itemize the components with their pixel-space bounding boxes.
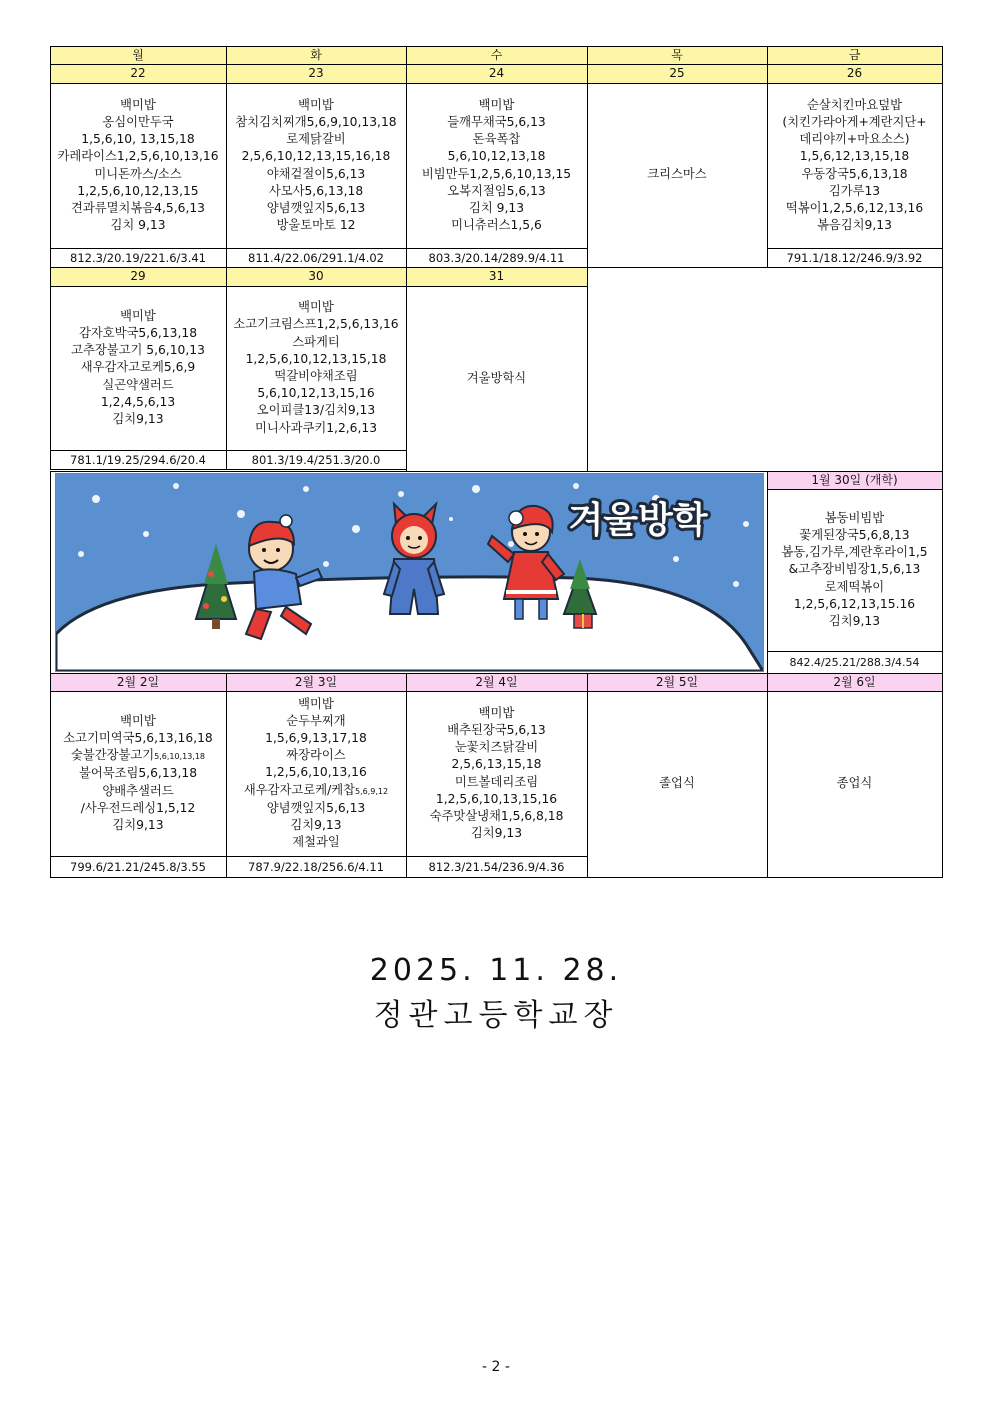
date-cell: 26 [767, 64, 943, 84]
menu-item: 배추된장국5,6,13 [447, 722, 546, 737]
menu-item: 오이피클13/김치9,13 [256, 403, 376, 418]
menu-item: 미니돈까스/소스 [94, 166, 182, 181]
menu-item: (치킨가라아게+계란지단+ [782, 114, 927, 129]
menu-item: 백미밥 [298, 97, 334, 112]
date-cell: 2월 6일 [767, 673, 943, 692]
menu-item: 돈육폭찹 [472, 132, 521, 147]
menu-item: 1,2,5,6,10,12,13,15,18 [245, 351, 387, 366]
menu-item: 봄동비빔밥 [824, 510, 885, 525]
signature: 정관고등학교장 [373, 998, 619, 1033]
menu-cell [50, 83, 227, 249]
menu-item: 야채겉절이5,6,13 [266, 166, 366, 181]
menu-cell [406, 83, 588, 249]
menu-item: 양배추샐러드 [102, 783, 174, 798]
menu-item: 5,6,10,12,13,18 [447, 149, 546, 164]
allergy-code: 5,6,10,13,18 [154, 752, 206, 762]
menu-item: /사우전드레싱1,5,12 [80, 800, 196, 815]
menu-cell [50, 286, 227, 451]
menu-item: 백미밥 [298, 300, 334, 315]
menu-item: 오복지절임5,6,13 [447, 183, 546, 198]
date-cell-jan30: 1월 30일 (개학) [767, 471, 943, 490]
date-cell: 30 [226, 267, 407, 287]
menu-item: 김치9,13 [112, 818, 164, 832]
menu-item: 2,5,6,10,12,13,15,16,18 [241, 149, 391, 164]
menu-item: 1,5,6,12,13,15,18 [799, 149, 910, 164]
menu-item: 2,5,6,13,15,18 [451, 757, 542, 772]
event-label: 졸업식 [659, 776, 695, 791]
menu-item: 백미밥 [298, 696, 334, 711]
menu-item: 김가루13 [828, 183, 881, 198]
menu-item: 감자호박국5,6,13,18 [78, 325, 198, 340]
document-date: 2025. 11. 28. [369, 953, 623, 988]
winter-scene-illustration [56, 474, 763, 671]
meal-calendar [50, 46, 943, 878]
menu-item: 들깨무채국5,6,13 [447, 114, 546, 129]
banner-title: 겨울방학 [568, 500, 708, 541]
weekday-fri: 금 [767, 46, 943, 65]
menu-item: 양념깻잎지5,6,13 [266, 200, 366, 215]
menu-item: 백미밥 [120, 713, 156, 728]
menu-item: 실곤약샐러드 [102, 377, 174, 392]
menu-item: 1,2,5,6,10,13,16 [265, 765, 367, 780]
nutrition-cell: 842.4/25.21/288.3/4.54 [767, 651, 943, 674]
nutrition-cell: 787.9/22.18/256.6/4.11 [226, 856, 407, 878]
menu-item: 김치9,13 [112, 412, 164, 426]
date-cell: 2월 4일 [406, 673, 588, 692]
menu-item: 우동장국5,6,13,18 [801, 166, 908, 181]
menu-item: 사모사5,6,13,18 [268, 183, 364, 198]
menu-item: 미니츄러스1,5,6 [451, 218, 542, 233]
menu-item [71, 747, 205, 765]
menu-cell [226, 691, 407, 857]
menu-item: 김치 9,13 [468, 200, 525, 215]
menu-item: 1,5,6,9,13,17,18 [265, 730, 367, 745]
menu-item: 고추장불고기 5,6,10,13 [71, 343, 205, 358]
allergy-code: 5,6,9,12 [354, 786, 389, 796]
menu-item: 백미밥 [478, 705, 515, 720]
menu-item: 로제닭갈비 [286, 132, 346, 147]
menu-item: 양념깻잎지5,6,13 [266, 800, 366, 815]
menu-item: 카레라이스1,2,5,6,10,13,16 [57, 149, 219, 164]
date-cell: 22 [50, 64, 227, 84]
menu-item-name: 새우감자고로케/케찹 [243, 782, 355, 797]
menu-item: 김치9,13 [290, 818, 342, 832]
menu-item: 떡볶이1,2,5,6,12,13,16 [785, 200, 924, 215]
weekday-thu: 목 [587, 46, 768, 65]
date-cell: 24 [406, 64, 588, 84]
nutrition-cell: 803.3/20.14/289.9/4.11 [406, 248, 588, 268]
menu-cell [50, 691, 227, 857]
menu-item: 1,2,5,6,12,13,15.16 [793, 596, 916, 611]
date-cell: 2월 3일 [226, 673, 407, 692]
nutrition-cell: 812.3/21.54/236.9/4.36 [406, 856, 588, 878]
menu-cell-event [406, 286, 588, 472]
nutrition-cell: 812.3/20.19/221.6/3.41 [50, 248, 227, 268]
menu-cell [226, 286, 407, 451]
menu-item: 방울토마토 12 [276, 218, 356, 233]
date-cell: 25 [587, 64, 768, 84]
menu-item: 소고기미역국5,6,13,16,18 [63, 730, 213, 745]
menu-item: 김치9,13 [828, 614, 881, 628]
menu-item: 옹심이만두국 [102, 114, 174, 129]
nutrition-cell: 801.3/19.4/251.3/20.0 [226, 450, 407, 470]
menu-item: 짜장라이스 [286, 748, 346, 763]
menu-cell [767, 83, 943, 249]
menu-item: 새우감자고로케5,6,9 [80, 360, 196, 375]
menu-cell [226, 83, 407, 249]
menu-item: 참치김치찌개5,6,9,10,13,18 [235, 114, 397, 129]
weekday-wed: 수 [406, 46, 588, 65]
event-label: 겨울방학식 [466, 370, 527, 385]
menu-item: 순살치킨마요덮밥 [806, 97, 903, 112]
menu-item: 1,2,5,6,10,13,15,16 [435, 791, 558, 806]
menu-item: 백미밥 [478, 97, 515, 112]
menu-item: 불어묵조림5,6,13,18 [78, 766, 198, 781]
menu-item-name: 숯불간장불고기 [70, 748, 155, 763]
menu-item: 미트볼데리조림 [454, 774, 539, 789]
menu-item: 백미밥 [120, 97, 156, 112]
menu-item: 백미밥 [120, 308, 156, 323]
menu-item: 스파게티 [292, 334, 340, 349]
menu-item: 떡갈비야채조림 [274, 369, 358, 383]
event-label: 크리스마스 [647, 167, 707, 182]
nutrition-cell: 791.1/18.12/246.9/3.92 [767, 248, 943, 268]
menu-item: 1,2,5,6,10,12,13,15 [77, 183, 199, 198]
weekday-tue: 화 [226, 46, 407, 65]
menu-item: 1,5,6,10, 13,15,18 [81, 132, 195, 147]
menu-item: &고추장비빔장1,5,6,13 [788, 562, 921, 577]
weekday-mon: 월 [50, 46, 227, 65]
menu-item: 눈꽃치즈닭갈비 [454, 740, 539, 755]
menu-cell-event [767, 691, 943, 878]
date-cell: 31 [406, 267, 588, 287]
menu-item: 순두부찌개 [286, 713, 346, 728]
menu-item: 5,6,10,12,13,15,16 [257, 386, 375, 401]
nutrition-cell: 799.6/21.21/245.8/3.55 [50, 856, 227, 878]
menu-item: 김치9,13 [470, 826, 523, 841]
menu-item: 비빔만두1,2,5,6,10,13,15 [421, 166, 572, 181]
menu-item: 제철과일 [292, 835, 340, 850]
menu-item: 1,2,4,5,6,13 [100, 394, 176, 409]
menu-cell-event [587, 691, 768, 878]
menu-item: 로제떡볶이 [824, 579, 885, 594]
menu-item: 데리야끼+마요소스) [799, 132, 910, 147]
date-cell: 29 [50, 267, 227, 287]
menu-cell [406, 691, 588, 857]
menu-item: 숙주맛살냉채1,5,6,8,18 [429, 808, 564, 823]
menu-item: 볶음김치9,13 [817, 218, 892, 233]
menu-cell [767, 489, 943, 652]
winter-vacation-banner [55, 473, 764, 672]
date-cell: 2월 5일 [587, 673, 768, 692]
date-cell: 2월 2일 [50, 673, 227, 692]
menu-item: 봄동,김가루,계란후라이1,5 [781, 545, 928, 560]
nutrition-cell: 811.4/22.06/291.1/4.02 [226, 248, 407, 268]
menu-item: 미니사과쿠키1,2,6,13 [254, 420, 378, 435]
page-number: - 2 - [482, 1359, 510, 1375]
menu-item [244, 782, 388, 800]
menu-item: 견과류멸치볶음4,5,6,13 [71, 200, 205, 215]
empty-cell [587, 267, 943, 472]
menu-item: 김치 9,13 [110, 218, 166, 233]
menu-item: 꽃게된장국5,6,8,13 [799, 527, 910, 542]
menu-cell-holiday [587, 83, 768, 268]
nutrition-cell: 781.1/19.25/294.6/20.4 [50, 450, 227, 470]
menu-item: 소고기크림스프1,2,5,6,13,16 [233, 317, 399, 332]
date-cell: 23 [226, 64, 407, 84]
event-label: 종업식 [836, 776, 873, 791]
